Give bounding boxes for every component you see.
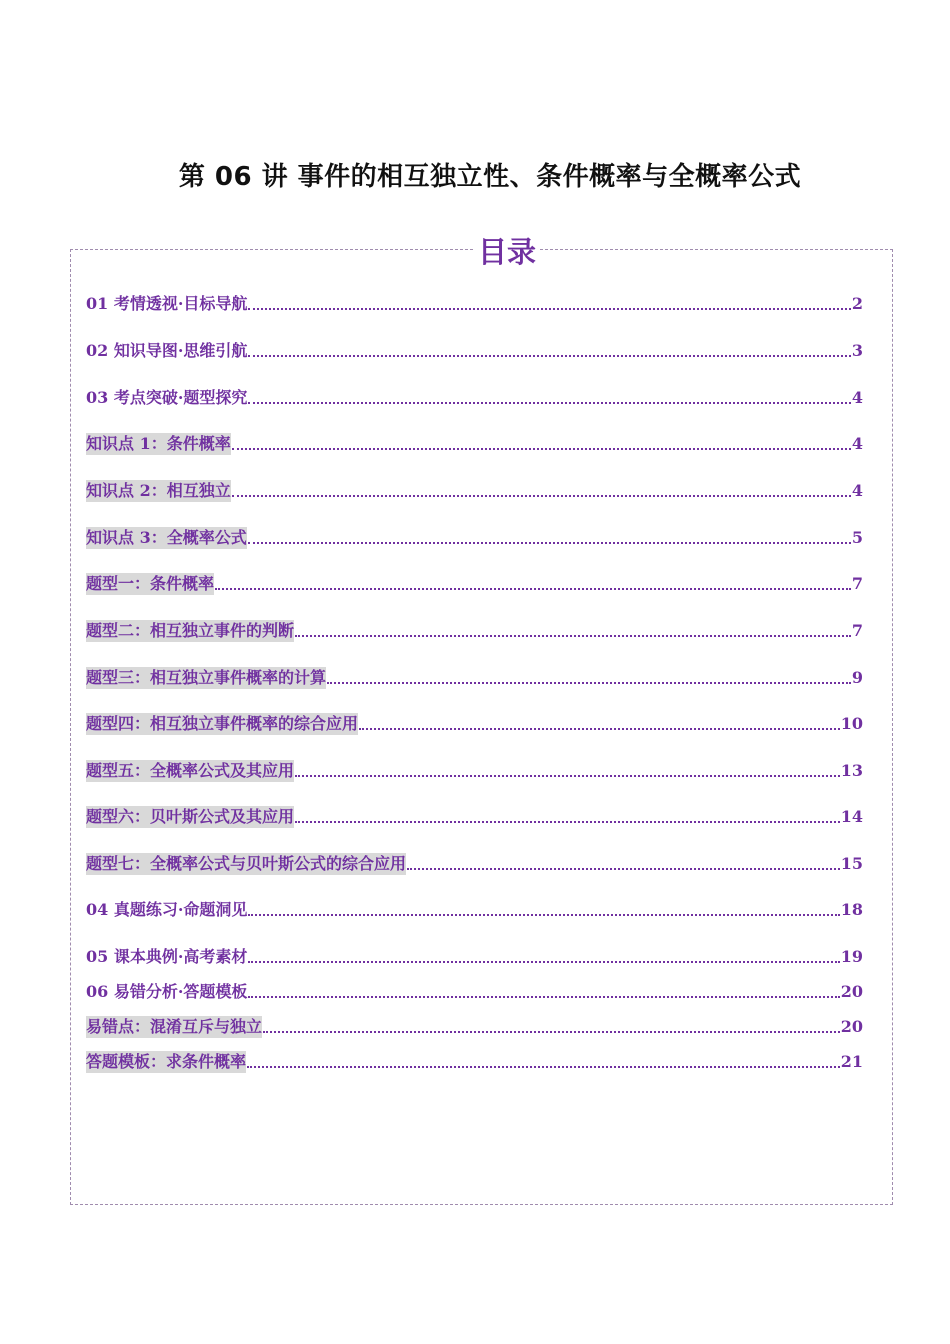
toc-entry-label: 知识点 2：相互独立 — [86, 481, 231, 500]
toc-dot-leader — [295, 821, 840, 823]
toc-page-number: 9 — [851, 668, 863, 687]
toc-dot-leader — [295, 775, 840, 777]
toc-page-number: 20 — [840, 982, 863, 1001]
toc-page-number: 5 — [851, 528, 863, 547]
toc-entry-template[interactable] — [86, 1051, 863, 1073]
toc-page-number: 13 — [840, 761, 863, 780]
toc-page-number: 14 — [840, 807, 863, 826]
toc-entry-type-7[interactable] — [86, 853, 863, 875]
toc-dot-leader — [232, 448, 851, 450]
toc-dot-leader — [248, 402, 850, 404]
toc-page-number: 7 — [851, 621, 863, 640]
toc-entry-01[interactable] — [86, 293, 863, 315]
toc-heading — [0, 232, 950, 272]
toc-page-number: 20 — [840, 1017, 863, 1036]
toc-dot-leader — [215, 588, 851, 590]
toc-dot-leader — [232, 495, 851, 497]
toc-page-number: 10 — [840, 714, 863, 733]
toc-dot-leader — [248, 961, 839, 963]
toc-page-number: 15 — [840, 854, 863, 873]
toc-dot-leader — [248, 996, 839, 998]
toc-page-number: 4 — [851, 434, 863, 453]
toc-entry-type-4[interactable] — [86, 713, 863, 735]
toc-entry-type-1[interactable] — [86, 573, 863, 595]
toc-entry-03[interactable] — [86, 387, 863, 409]
toc-heading-text: 目录 — [474, 235, 540, 269]
toc-page-number: 7 — [851, 574, 863, 593]
toc-page-number: 19 — [840, 947, 863, 966]
toc-page-number: 18 — [840, 900, 863, 919]
toc-entry-type-5[interactable] — [86, 760, 863, 782]
toc-entry-label: 答题模板：求条件概率 — [86, 1052, 247, 1071]
toc-page-number: 21 — [840, 1052, 863, 1071]
toc-entry-knowledge-2[interactable] — [86, 480, 863, 502]
toc-entry-label: 03 考点突破·题型探究 — [86, 388, 248, 407]
toc-entry-04[interactable] — [86, 899, 863, 921]
toc-entry-pitfall[interactable] — [86, 1016, 863, 1038]
toc-dot-leader — [295, 635, 851, 637]
toc-entry-label: 05 课本典例·高考素材 — [86, 947, 248, 966]
toc-page-number: 2 — [851, 294, 863, 313]
toc-dot-leader — [248, 355, 850, 357]
toc-dot-leader — [248, 914, 839, 916]
toc-entry-type-6[interactable] — [86, 806, 863, 828]
toc-entry-type-3[interactable] — [86, 667, 863, 689]
toc-dot-leader — [327, 682, 851, 684]
toc-entry-knowledge-3[interactable] — [86, 527, 863, 549]
toc-entry-label: 题型一：条件概率 — [86, 574, 215, 593]
toc-entry-knowledge-1[interactable] — [86, 433, 863, 455]
toc-page-number: 3 — [851, 341, 863, 360]
toc-entry-label: 知识点 1：条件概率 — [86, 434, 231, 453]
document-title: 第 06 讲 事件的相互独立性、条件概率与全概率公式 — [178, 162, 802, 192]
toc-entry-label: 易错点：混淆互斥与独立 — [86, 1017, 263, 1036]
toc-dot-leader — [247, 1066, 840, 1068]
toc-entry-label: 04 真题练习·命题洞见 — [86, 900, 248, 919]
toc-entry-label: 题型五：全概率公式及其应用 — [86, 761, 295, 780]
toc-entry-label: 知识点 3：全概率公式 — [86, 528, 247, 547]
toc-entry-label: 题型六：贝叶斯公式及其应用 — [86, 807, 295, 826]
toc-dot-leader — [407, 868, 840, 870]
toc-page-number: 4 — [851, 481, 863, 500]
toc-entry-06[interactable] — [86, 981, 863, 1003]
toc-entry-type-2[interactable] — [86, 620, 863, 642]
toc-dot-leader — [359, 728, 840, 730]
toc-entry-02[interactable] — [86, 340, 863, 362]
toc-entry-label: 01 考情透视·目标导航 — [86, 294, 248, 313]
toc-dot-leader — [248, 308, 850, 310]
toc-dot-leader — [248, 542, 851, 544]
toc-entry-label: 02 知识导图·思维引航 — [86, 341, 248, 360]
toc-entry-label: 题型七：全概率公式与贝叶斯公式的综合应用 — [86, 854, 407, 873]
toc-dot-leader — [263, 1031, 840, 1033]
toc-entry-label: 题型二：相互独立事件的判断 — [86, 621, 295, 640]
toc-page-number: 4 — [851, 388, 863, 407]
toc-entry-05[interactable] — [86, 946, 863, 968]
toc-entry-label: 06 易错分析·答题模板 — [86, 982, 248, 1001]
toc-entry-label: 题型三：相互独立事件概率的计算 — [86, 668, 327, 687]
toc-entry-label: 题型四：相互独立事件概率的综合应用 — [86, 714, 359, 733]
